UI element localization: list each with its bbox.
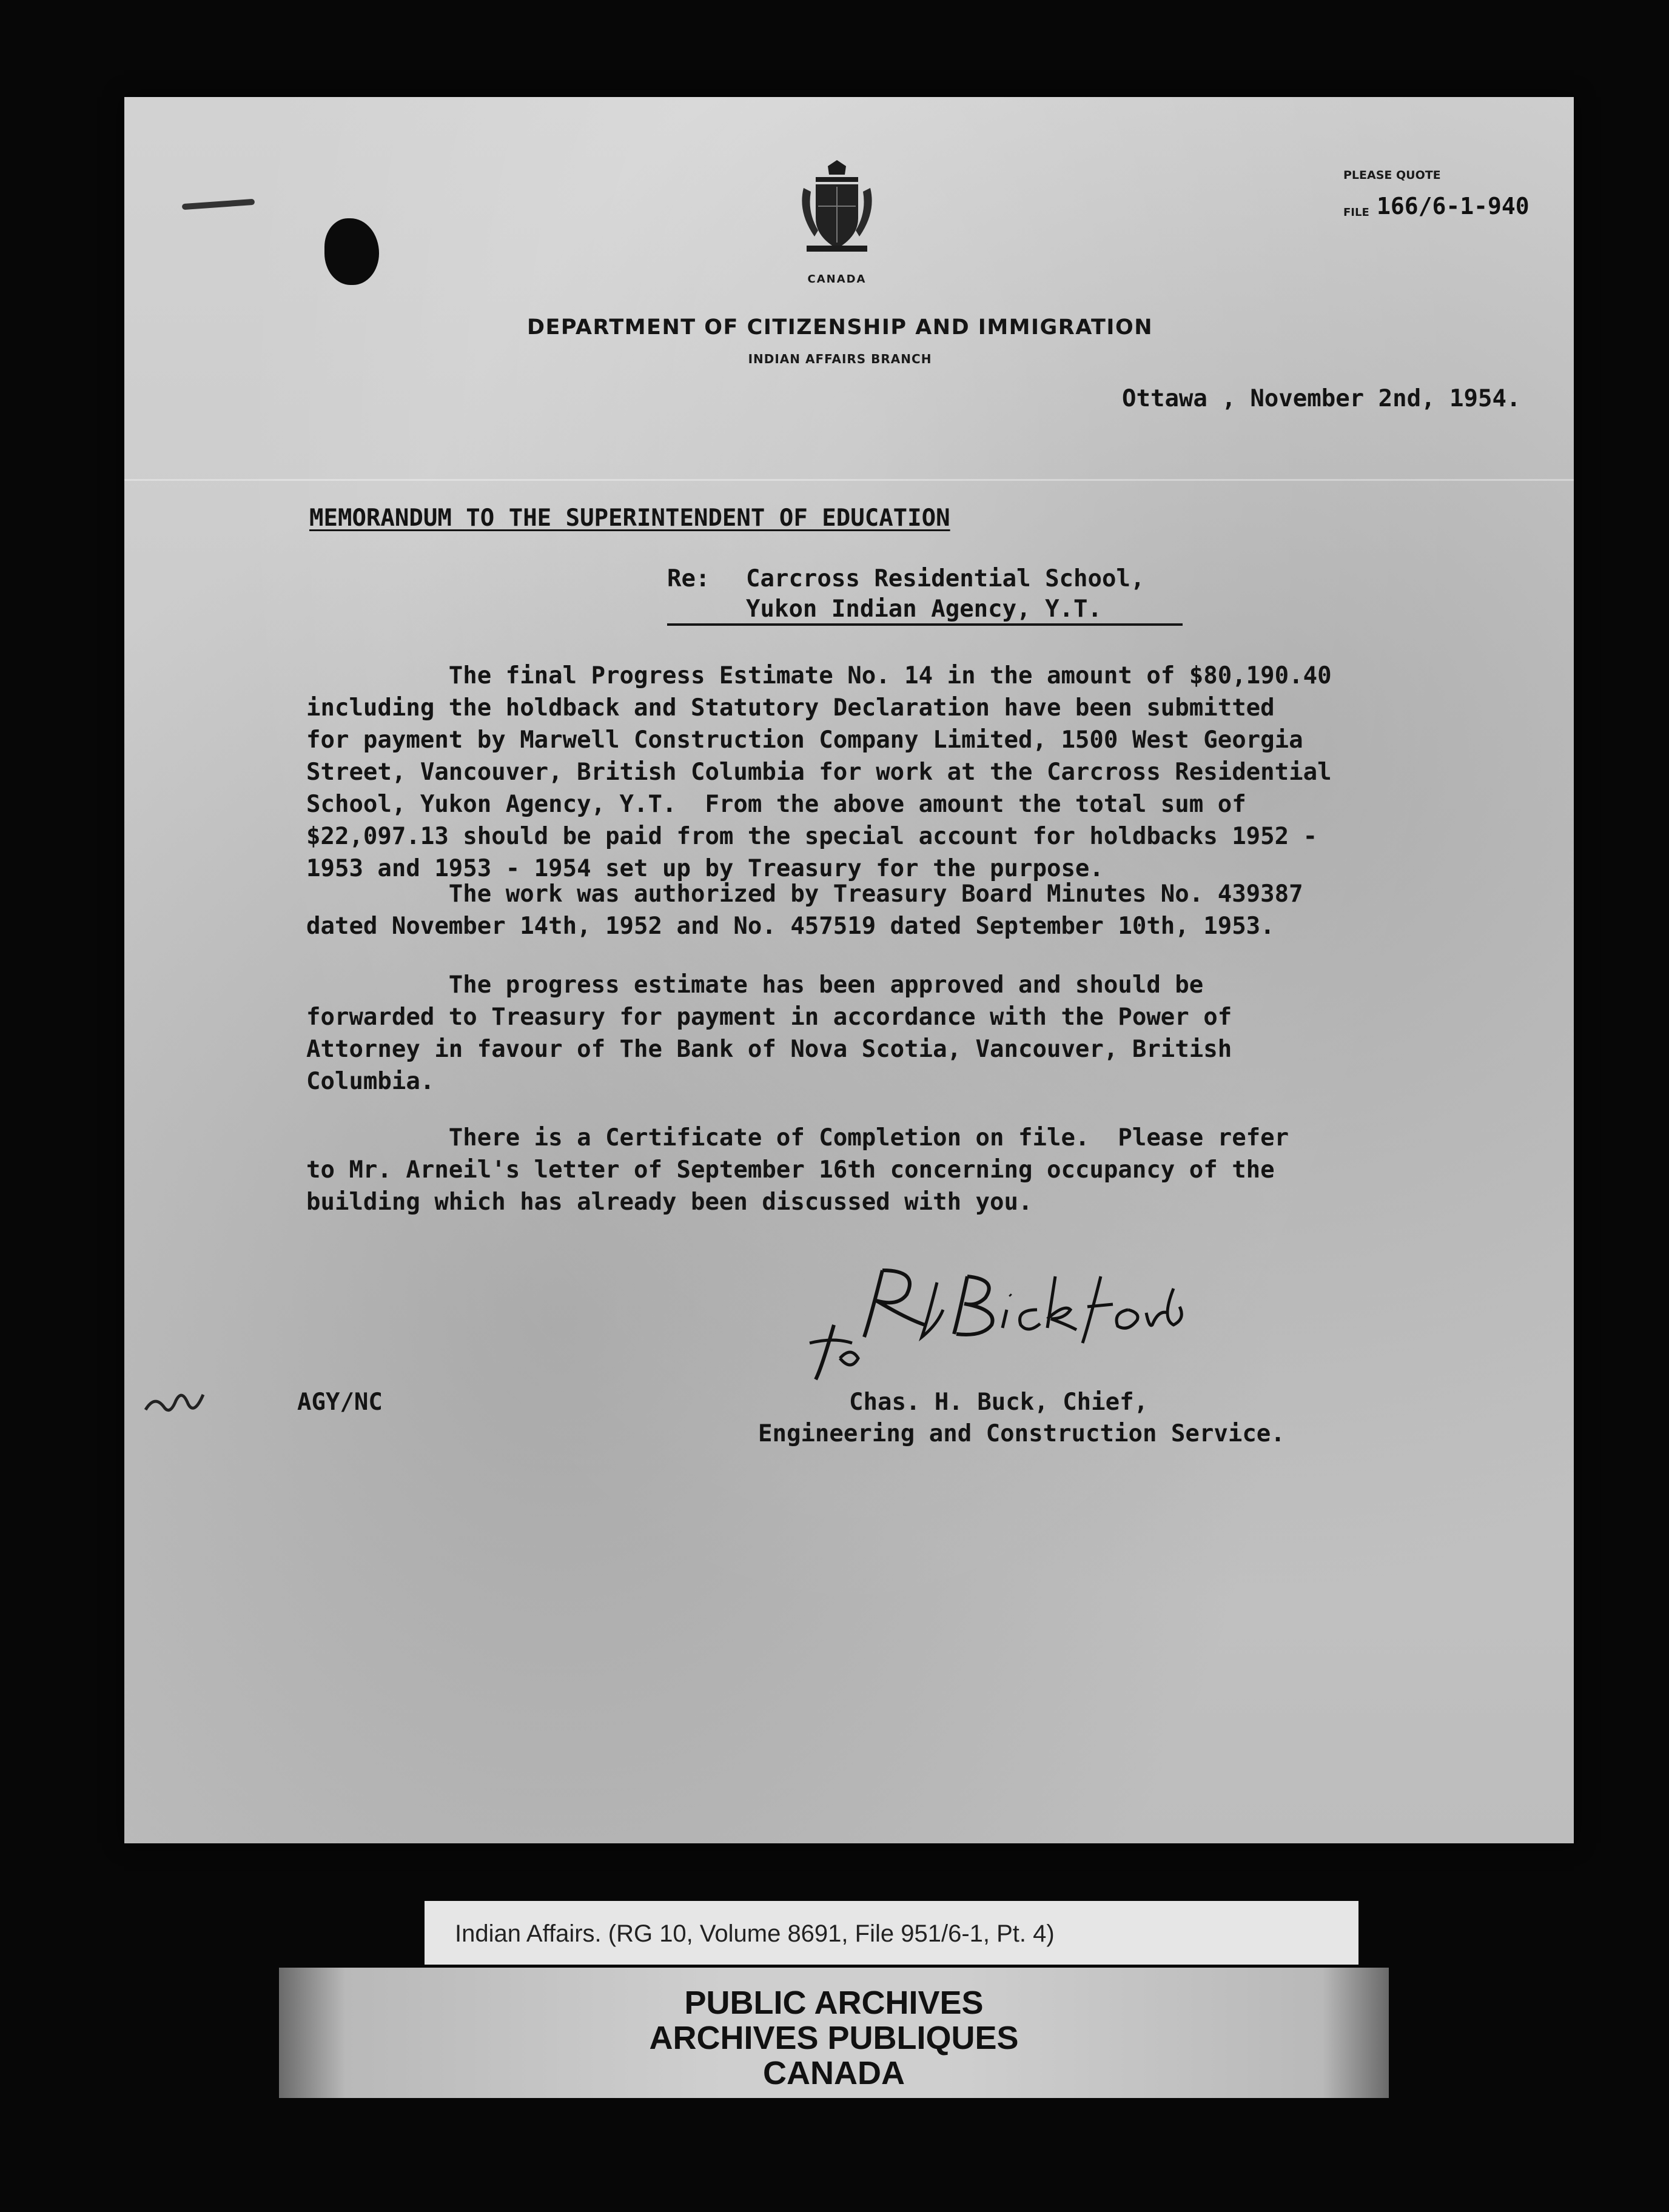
re-underline [667, 623, 1183, 626]
paragraph-line: forwarded to Treasury for payment in accordance with the Power of [306, 1004, 1232, 1031]
memo-heading: MEMORANDUM TO THE SUPERINTENDENT OF EDUCATION [309, 504, 950, 532]
handwritten-initials [143, 1382, 209, 1419]
stamp-line-country: CANADA [763, 2055, 905, 2091]
stamp-line-french: ARCHIVES PUBLIQUES [649, 2020, 1019, 2056]
paragraph-line: Attorney in favour of The Bank of Nova Scotia, Vancouver, British [306, 1036, 1232, 1063]
paragraph-line: The progress estimate has been approved and should be [306, 971, 1204, 999]
signer-name: Chas. H. Buck, Chief, [849, 1389, 1149, 1416]
stamp-line-english: PUBLIC ARCHIVES [684, 1985, 984, 2021]
paragraph-line: including the holdback and Statutory Declaration have been submitted [306, 694, 1275, 722]
punch-hole [324, 218, 379, 285]
memo-sheet [124, 97, 1574, 1843]
canada-crest-icon [798, 158, 876, 255]
date-line: Ottawa , November 2nd, 1954. [1122, 385, 1521, 412]
pencil-mark [182, 199, 255, 210]
paragraph-completion [306, 1122, 1501, 1218]
paragraph-line: $22,097.13 should be paid from the special account for holdbacks 1952 - [306, 823, 1318, 850]
signer-title: Engineering and Construction Service. [758, 1420, 1285, 1447]
paragraph-approval [306, 969, 1501, 1098]
crest-label: CANADA [807, 273, 867, 286]
public-archives-stamp [279, 1968, 1389, 2098]
paragraph-line: The work was authorized by Treasury Board Minutes No. 439387 [306, 880, 1303, 908]
fold-line [124, 479, 1574, 481]
file-number: 166/6-1-940 [1377, 193, 1530, 220]
paragraph-line: The final Progress Estimate No. 14 in the amount of $80,190.40 [306, 662, 1332, 689]
archive-reference-label [425, 1901, 1358, 1965]
paragraph-line: Columbia. [306, 1068, 435, 1095]
please-quote-label: PLEASE QUOTE [1343, 169, 1441, 182]
reference-initials: AGY/NC [297, 1389, 383, 1416]
paragraph-line: 1953 and 1953 - 1954 set up by Treasury for the purpose. [306, 855, 1104, 882]
archive-reference-text: Indian Affairs. (RG 10, Volume 8691, File 951/6-1, Pt. 4) [455, 1920, 1055, 1947]
department-name: DEPARTMENT OF CITIZENSHIP AND IMMIGRATION [526, 315, 1154, 340]
paragraph-line: for payment by Marwell Construction Company Limited, 1500 West Georgia [306, 726, 1303, 754]
paragraph-line: There is a Certificate of Completion on file. Please refer [306, 1124, 1289, 1151]
paragraph-line: to Mr. Arneil's letter of September 16th concerning occupancy of the [306, 1156, 1275, 1184]
re-subject-line-1: Carcross Residential School, [746, 565, 1145, 592]
paragraph-line: Street, Vancouver, British Columbia for work at the Carcross Residential [306, 759, 1332, 786]
paragraph-line: dated November 14th, 1952 and No. 457519 dated September 10th, 1953. [306, 913, 1275, 940]
branch-name: INDIAN AFFAIRS BRANCH [748, 352, 932, 366]
re-subject-line-2: Yukon Indian Agency, Y.T. [746, 595, 1102, 623]
handwritten-signature [798, 1252, 1186, 1386]
re-label: Re: [667, 565, 710, 592]
file-label: FILE [1343, 206, 1369, 219]
paragraph-estimate [306, 660, 1501, 885]
paragraph-line: building which has already been discussed with you. [306, 1188, 1033, 1216]
paragraph-line: School, Yukon Agency, Y.T. From the above amount the total sum of [306, 791, 1246, 818]
paragraph-authorization [306, 878, 1501, 942]
